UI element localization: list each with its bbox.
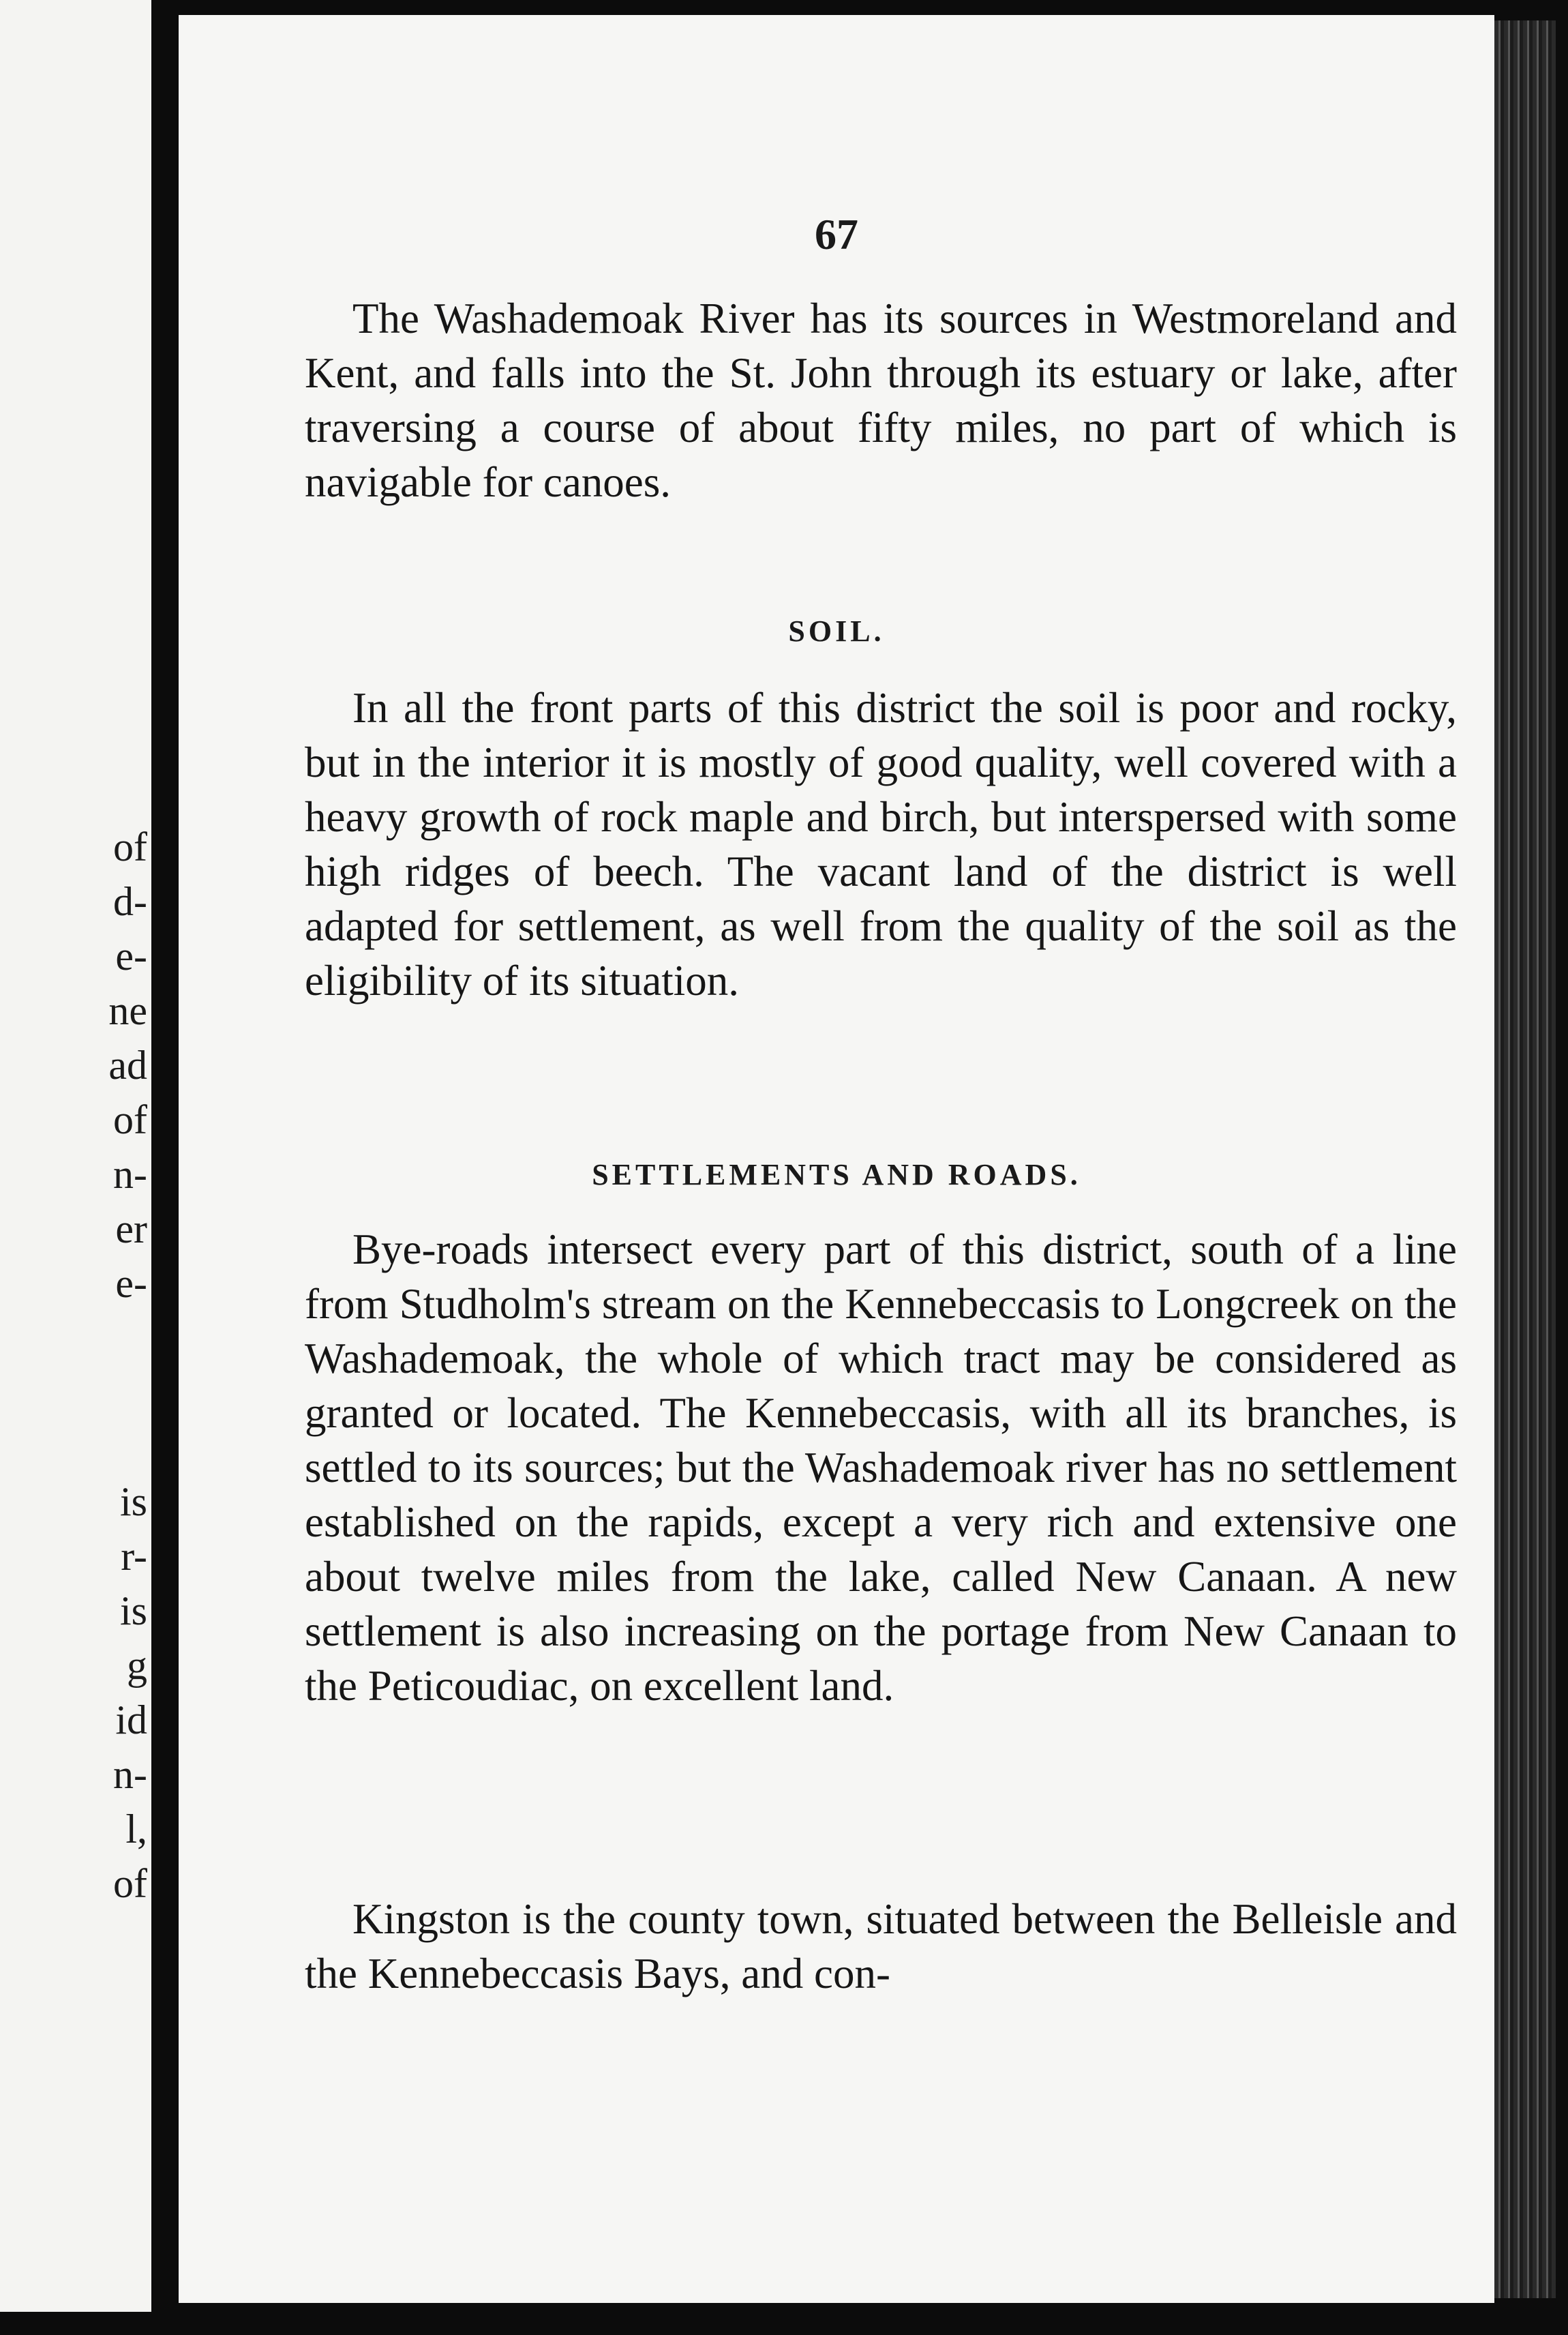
paragraph-text: In all the front parts of this district the soil is poor and rocky, but in the interior it is mostly of good quality, well covered with a heavy growth of rock maple and birch, but interspersed with some high ridges of beech. The vacant land of the district is well adapted for settlement, as well from the quality of the soil as the eligibility of its situation. bbox=[305, 684, 1457, 1005]
left-page-fragment: e- bbox=[115, 1261, 147, 1306]
left-page-fragment: of bbox=[113, 1097, 147, 1142]
paragraph-soil bbox=[305, 681, 1457, 1008]
left-page-fragment: is bbox=[119, 1588, 147, 1633]
heading-soil: SOIL. bbox=[788, 614, 885, 648]
left-page-fragment: id bbox=[115, 1697, 147, 1742]
page-number: 67 bbox=[815, 210, 858, 258]
paragraph-text: The Washademoak River has its sources in Westmoreland and Kent, and falls into the St. John through its estuary or lake, after traversing a course of about fifty miles, no part of which is navigable for canoes. bbox=[305, 295, 1457, 506]
left-page-fragment: of bbox=[113, 824, 147, 869]
left-page-fragment: of bbox=[113, 1861, 147, 1906]
left-page-fragment: g bbox=[127, 1643, 147, 1688]
book-page-edges bbox=[1494, 20, 1556, 2298]
paragraph-kingston bbox=[305, 1892, 1457, 2001]
left-page-fragment: is bbox=[119, 1479, 147, 1524]
left-page-fragment: l, bbox=[125, 1806, 147, 1851]
left-page-fragment: ad bbox=[108, 1043, 147, 1088]
paragraph-text: Bye-roads intersect every part of this district, south of a line from Studholm's stream on the Kennebeccasis to Longcreek on the Washademoak, the whole of which tract may be considered as granted or located. The Kennebeccasis, with all its branches, is settled to its sources; but the Washademoak river has no settlement established on the rapids, except a very rich and extensive one about twelve miles from the lake, called New Canaan. A new settlement is also increasing on the portage from New Canaan to the Peticoudiac, on excellent land. bbox=[305, 1225, 1457, 1710]
heading-settlements-and-roads: SETTLEMENTS AND ROADS. bbox=[592, 1158, 1081, 1191]
left-page-fragment: d- bbox=[113, 879, 147, 924]
left-page-fragment: e- bbox=[115, 934, 147, 979]
left-page-fragment: n- bbox=[113, 1752, 147, 1797]
paragraph-washademoak bbox=[305, 291, 1457, 509]
book-page bbox=[179, 15, 1494, 2303]
left-page-fragment: r- bbox=[121, 1534, 147, 1579]
left-page bbox=[0, 0, 151, 2312]
paragraph-text: Kingston is the county town, situated between the Belleisle and the Kennebeccasis Bays, and con- bbox=[305, 1895, 1457, 1997]
left-page-fragment: n- bbox=[113, 1152, 147, 1197]
left-page-fragment: ne bbox=[108, 988, 147, 1033]
paragraph-settlements bbox=[305, 1222, 1457, 1713]
left-page-fragment: er bbox=[115, 1206, 147, 1251]
